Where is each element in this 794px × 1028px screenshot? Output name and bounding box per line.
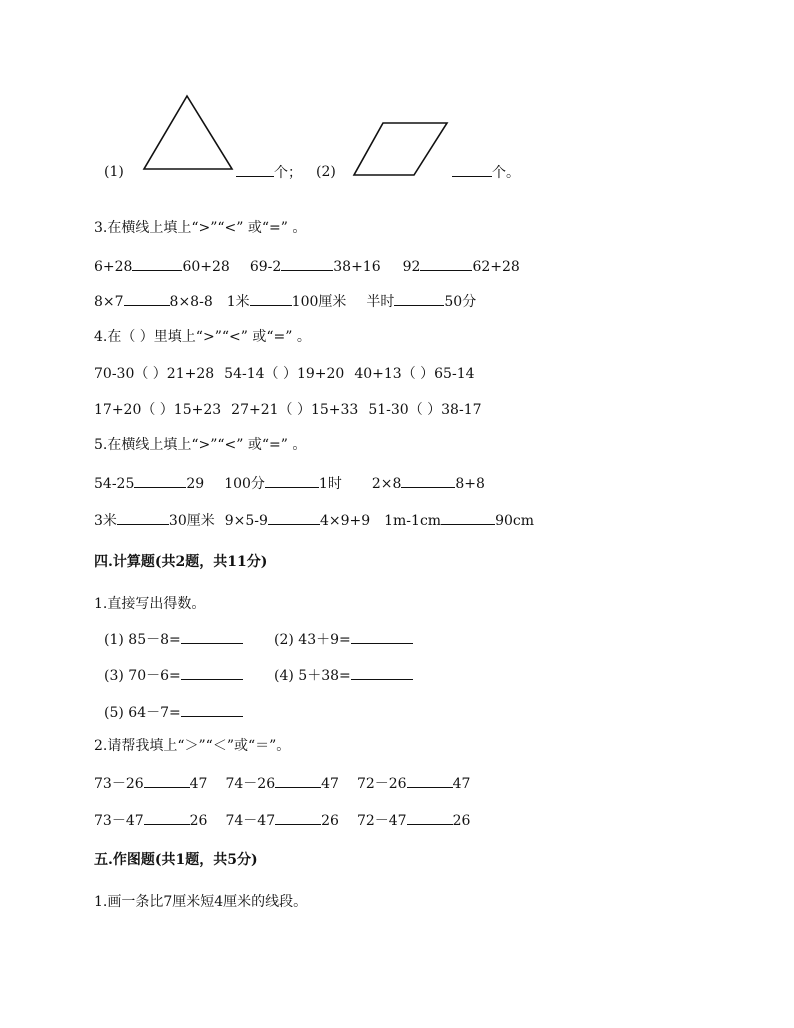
answer-blank[interactable] [407, 773, 453, 788]
expr: 69-2 [249, 259, 282, 275]
calc-item-2 [274, 629, 413, 650]
q5-row-2 [94, 510, 534, 531]
q3-row-1 [94, 256, 520, 277]
compare-row-1 [94, 773, 470, 794]
expr: 100厘米 [291, 294, 347, 310]
q4-row-2 [94, 400, 482, 420]
expr: 100分 [224, 476, 265, 492]
expr: 4×9+9 [319, 513, 371, 529]
calc-expr: (2) 43＋9= [274, 632, 351, 648]
shape-suffix-1: 个； [274, 165, 302, 181]
calc-item-5 [104, 702, 243, 723]
expr: 6+28 [94, 259, 133, 275]
expr: 8+8 [455, 476, 485, 492]
answer-blank[interactable] [181, 629, 243, 644]
answer-blank[interactable] [394, 291, 444, 306]
expr: 38+16 [333, 259, 381, 275]
expr: 90cm [495, 513, 534, 529]
expr: 8×7 [94, 294, 124, 310]
answer-blank[interactable] [236, 162, 274, 177]
parallelogram-figure [350, 120, 450, 180]
question-title: 1.直接写出得数。 [94, 596, 206, 612]
shape-answer-1 [236, 162, 302, 183]
q3-row-2 [94, 291, 476, 312]
answer-blank[interactable] [144, 773, 190, 788]
answer-blank[interactable] [181, 665, 243, 680]
answer-blank[interactable] [281, 256, 333, 271]
expr: 29 [186, 476, 205, 492]
answer-blank[interactable] [124, 291, 170, 306]
comparison-item: 40+13（ ）65-14 [354, 366, 475, 382]
answer-blank[interactable] [275, 810, 321, 825]
calc-expr: (5) 64－7= [104, 705, 181, 721]
q5-title: 5.在横线上填上“>”“<” 或“=” 。 [94, 437, 307, 453]
calc-expr: (1) 85－8= [104, 632, 181, 648]
question-title: 2.请帮我填上“＞”“＜”或“＝”。 [94, 738, 291, 754]
question-title: 1.画一条比7厘米短4厘米的线段。 [94, 894, 308, 910]
expr: 72－26 [356, 776, 407, 792]
expr: 62+28 [472, 259, 520, 275]
expr: 47 [321, 776, 339, 792]
compare-row-2 [94, 810, 470, 831]
answer-blank[interactable] [275, 773, 321, 788]
calc-item-1 [104, 629, 243, 650]
answer-blank[interactable] [265, 473, 319, 488]
answer-blank[interactable] [181, 702, 243, 717]
expr: 72－47 [356, 813, 407, 829]
comparison-item: 70-30（ ）21+28 [94, 366, 215, 382]
expr: 73－26 [94, 776, 144, 792]
expr: 半时 [366, 294, 395, 310]
expr: 1m-1cm [384, 513, 442, 529]
expr: 8×8-8 [169, 294, 213, 310]
expr: 54-25 [94, 476, 135, 492]
triangle-figure [140, 92, 236, 172]
comparison-item: 27+21（ ）15+33 [231, 402, 359, 418]
calc-expr: (3) 70－6= [104, 668, 181, 684]
answer-blank[interactable] [134, 473, 186, 488]
answer-blank[interactable] [132, 256, 182, 271]
expr: 26 [321, 813, 339, 829]
expr: 60+28 [182, 259, 230, 275]
expr: 1时 [318, 476, 342, 492]
comparison-item: 51-30（ ）38-17 [368, 402, 482, 418]
answer-blank[interactable] [407, 810, 453, 825]
expr: 2×8 [371, 476, 402, 492]
answer-blank[interactable] [351, 665, 413, 680]
expr: 73－47 [94, 813, 144, 829]
calc-expr: (4) 5＋38= [274, 668, 351, 684]
shape-label-1: (1) [104, 164, 124, 180]
comparison-item: 17+20（ ）15+23 [94, 402, 222, 418]
section-heading: 四.计算题(共2题，共11分) [94, 554, 268, 570]
answer-blank[interactable] [250, 291, 292, 306]
expr: 47 [189, 776, 208, 792]
shape-label-2: (2) [316, 164, 336, 180]
answer-blank[interactable] [441, 510, 495, 525]
expr: 74－47 [225, 813, 276, 829]
q4-title: 4.在（ ）里填上“>”“<” 或“=” 。 [94, 329, 311, 345]
q3-title: 3.在横线上填上“>”“<” 或“=” 。 [94, 220, 307, 236]
calc-item-4 [274, 665, 413, 686]
answer-blank[interactable] [144, 810, 190, 825]
answer-blank[interactable] [117, 510, 169, 525]
expr: 92 [402, 259, 421, 275]
answer-blank[interactable] [420, 256, 472, 271]
shape-answer-2 [452, 162, 520, 183]
answer-blank[interactable] [401, 473, 455, 488]
expr: 47 [452, 776, 471, 792]
expr: 26 [452, 813, 471, 829]
expr: 3米 [94, 513, 117, 529]
section-heading: 五.作图题(共1题，共5分) [94, 852, 258, 868]
expr: 30厘米 [168, 513, 215, 529]
answer-blank[interactable] [351, 629, 413, 644]
q5-row-1 [94, 473, 485, 494]
expr: 50分 [444, 294, 477, 310]
comparison-item: 54-14（ ）19+20 [224, 366, 345, 382]
calc-item-3 [104, 665, 243, 686]
answer-blank[interactable] [268, 510, 320, 525]
expr: 74－26 [225, 776, 276, 792]
expr: 1米 [226, 294, 250, 310]
shape-suffix-2: 个。 [492, 165, 520, 181]
answer-blank[interactable] [452, 162, 492, 177]
expr: 26 [189, 813, 208, 829]
q4-row-1 [94, 364, 475, 384]
expr: 9×5-9 [224, 513, 268, 529]
